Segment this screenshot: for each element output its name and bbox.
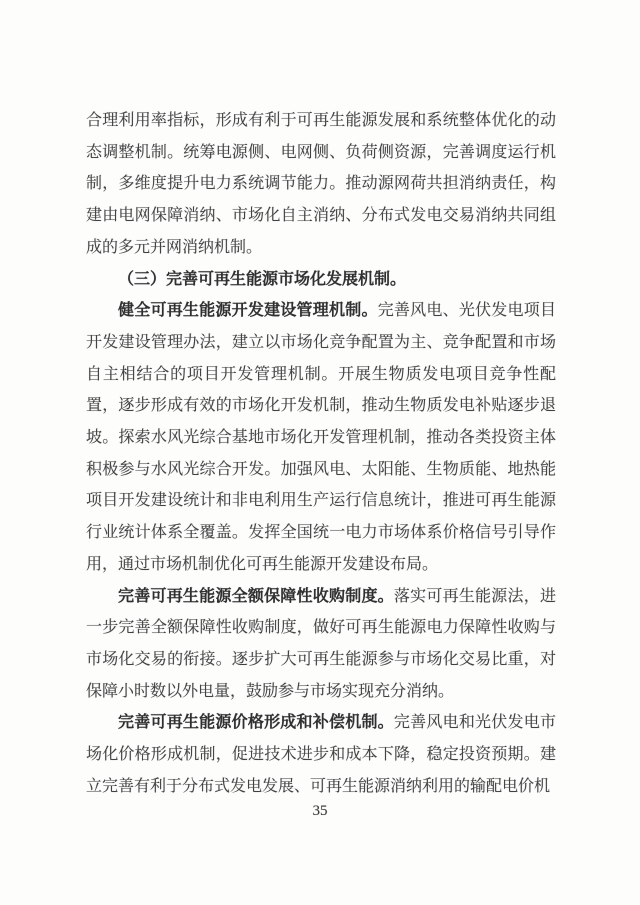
text-block	[86, 105, 556, 802]
paragraph	[86, 707, 556, 802]
paragraph	[86, 264, 556, 296]
paragraph-text: 合理利用率指标，形成有利于可再生能源发展和系统整体优化的动态调整机制。统筹电源侧、电网侧、负荷侧资源，完善调度运行机制，多维度提升电力系统调节能力。推动源网荷共担消纳责任，构建由电网保障消纳、市场化自主消纳、分布式发电交易消纳共同组成的多元并网消纳机制。	[86, 112, 556, 256]
paragraph-lead: 健全可再生能源开发建设管理机制。	[118, 302, 378, 320]
paragraph	[86, 105, 556, 264]
paragraph	[86, 581, 556, 708]
paragraph-lead: （三）完善可再生能源市场化发展机制。	[118, 270, 407, 288]
paragraph	[86, 295, 556, 580]
paragraph-text: 完善风电和光伏发电市场化价格形成机制，促进技术进步和成本下降，稳定投资预期。建立完善有利于分布式发电发展、可再生能源消纳利用的输配电价机	[86, 714, 556, 795]
paragraph-text: 完善风电、光伏发电项目开发建设管理办法，建立以市场化竞争配置为主、竞争配置和市场自主相结合的项目开发管理机制。开展生物质发电项目竞争性配置，逐步形成有效的市场化开发机制，推动生物质发电补贴逐步退坡。探索水风光综合基地市场化开发管理机制，推动各类投资主体积极参与水风光综合开发。加强风电、太阳能、生物质能、地热能项目开发建设统计和非电利用生产运行信息统计，推进可再生能源行业统计体系全覆盖。发挥全国统一电力市场体系价格信号引导作用，通过市场机制优化可再生能源开发建设布局。	[86, 302, 556, 573]
paragraph-lead: 完善可再生能源全额保障性收购制度。	[118, 587, 394, 605]
page-number: 35	[312, 803, 328, 819]
paragraph-text: 落实可再生能源法，进一步完善全额保障性收购制度，做好可再生能源电力保障性收购与市场化交易的衔接。逐步扩大可再生能源参与市场化交易比重，对保障小时数以外电量，鼓励参与市场实现充分消纳。	[86, 587, 556, 700]
paragraph-lead: 完善可再生能源价格形成和补偿机制。	[118, 714, 394, 732]
